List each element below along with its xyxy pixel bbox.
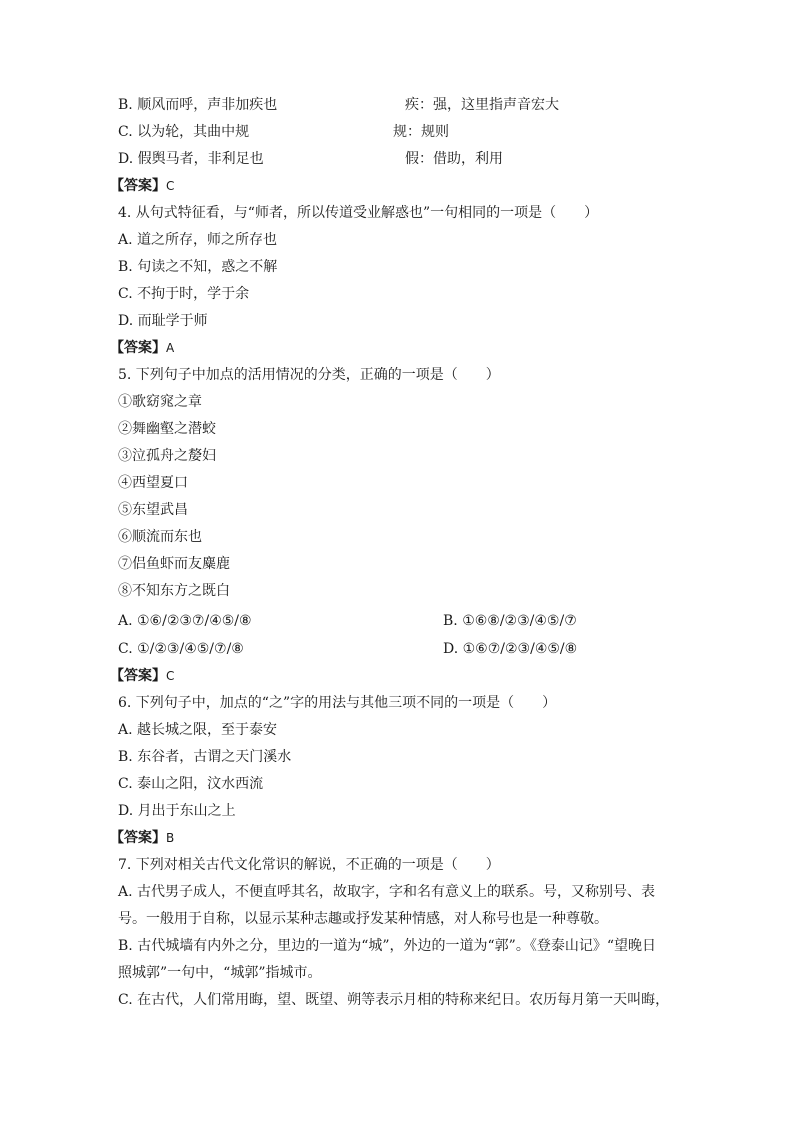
q3-option-b: B. 顺风而呼，声非加疾也 <box>118 97 278 113</box>
q7-option-c-line-1: C. 在古代，人们常用晦，望、既望、朔等表示月相的特称来纪日。农历每月第一天叫晦， <box>118 992 670 1008</box>
q6-stem: 6. 下列句子中，加点的“之”字的用法与其他三项不同的一项是（ ） <box>118 695 557 711</box>
q6-option-a: A. 越长城之限，至于泰安 <box>118 722 278 738</box>
q4-option-b: B. 句读之不知，惑之不解 <box>118 259 278 275</box>
q7-option-b-line-2: 照城郭”一句中，“城郭”指城市。 <box>118 965 322 981</box>
q4-option-c: C. 不拘于时，学于余 <box>118 286 250 302</box>
q6-option-c: C. 泰山之阳，汶水西流 <box>118 776 264 792</box>
q5-option-b: B. ①⑥⑧/②③/④⑤/⑦ <box>443 613 577 629</box>
q5-option-a: A. ①⑥/②③⑦/④⑤/⑧ <box>118 613 252 629</box>
q6-option-b: B. 东谷者，古谓之天门溪水 <box>118 749 292 765</box>
q5-stem: 5. 下列句子中加点的活用情况的分类，正确的一项是（ ） <box>118 367 500 383</box>
q5-item-8: ⑧不知东方之既白 <box>118 583 230 599</box>
q5-item-2: ②舞幽壑之潜蛟 <box>118 421 216 437</box>
q4-option-a: A. 道之所存，师之所存也 <box>118 232 278 248</box>
q3-option-b-note: 疾：强，这里指声音宏大 <box>405 97 559 113</box>
q5-item-1: ①歌窈窕之章 <box>118 394 202 410</box>
q3-answer: 【答案】C <box>110 178 175 194</box>
q7-stem: 7. 下列对相关古代文化常识的解说，不正确的一项是（ ） <box>118 857 500 873</box>
q5-item-6: ⑥顺流而东也 <box>118 529 202 545</box>
q5-option-d: D. ①⑥⑦/②③/④⑤/⑧ <box>443 641 578 657</box>
q3-option-d: D. 假舆马者，非利足也 <box>118 151 264 167</box>
q7-option-b-line-1: B. 古代城墙有内外之分，里边的一道为“城”，外边的一道为“郭”。《登泰山记》“望晚日 <box>118 938 656 954</box>
q5-answer: 【答案】C <box>110 668 175 684</box>
q4-option-d: D. 而耻学于师 <box>118 313 208 329</box>
q6-answer: 【答案】B <box>110 830 175 846</box>
q5-item-4: ④西望夏口 <box>118 475 188 491</box>
q5-item-7: ⑦侣鱼虾而友麋鹿 <box>118 556 230 572</box>
q7-option-a-line-1: A. 古代男子成人，不便直呼其名，故取字，字和名有意义上的联系。号，又称别号、表 <box>118 884 656 900</box>
q5-item-3: ③泣孤舟之嫠妇 <box>118 448 216 464</box>
q3-option-d-note: 假：借助，利用 <box>405 151 503 167</box>
q3-option-c: C. 以为轮，其曲中规 <box>118 124 250 140</box>
q4-answer: 【答案】A <box>110 340 175 356</box>
q5-item-5: ⑤东望武昌 <box>118 502 188 518</box>
q7-option-a-line-2: 号。一般用于自称，以显示某种志趣或抒发某种情感，对人称号也是一种尊敬。 <box>118 911 608 927</box>
q4-stem: 4. 从句式特征看，与“师者，所以传道受业解惑也”一句相同的一项是（ ） <box>118 205 599 221</box>
q6-option-d: D. 月出于东山之上 <box>118 803 236 819</box>
q3-option-c-note: 规：规则 <box>393 124 449 140</box>
q5-option-c: C. ①/②③/④⑤/⑦/⑧ <box>118 641 244 657</box>
